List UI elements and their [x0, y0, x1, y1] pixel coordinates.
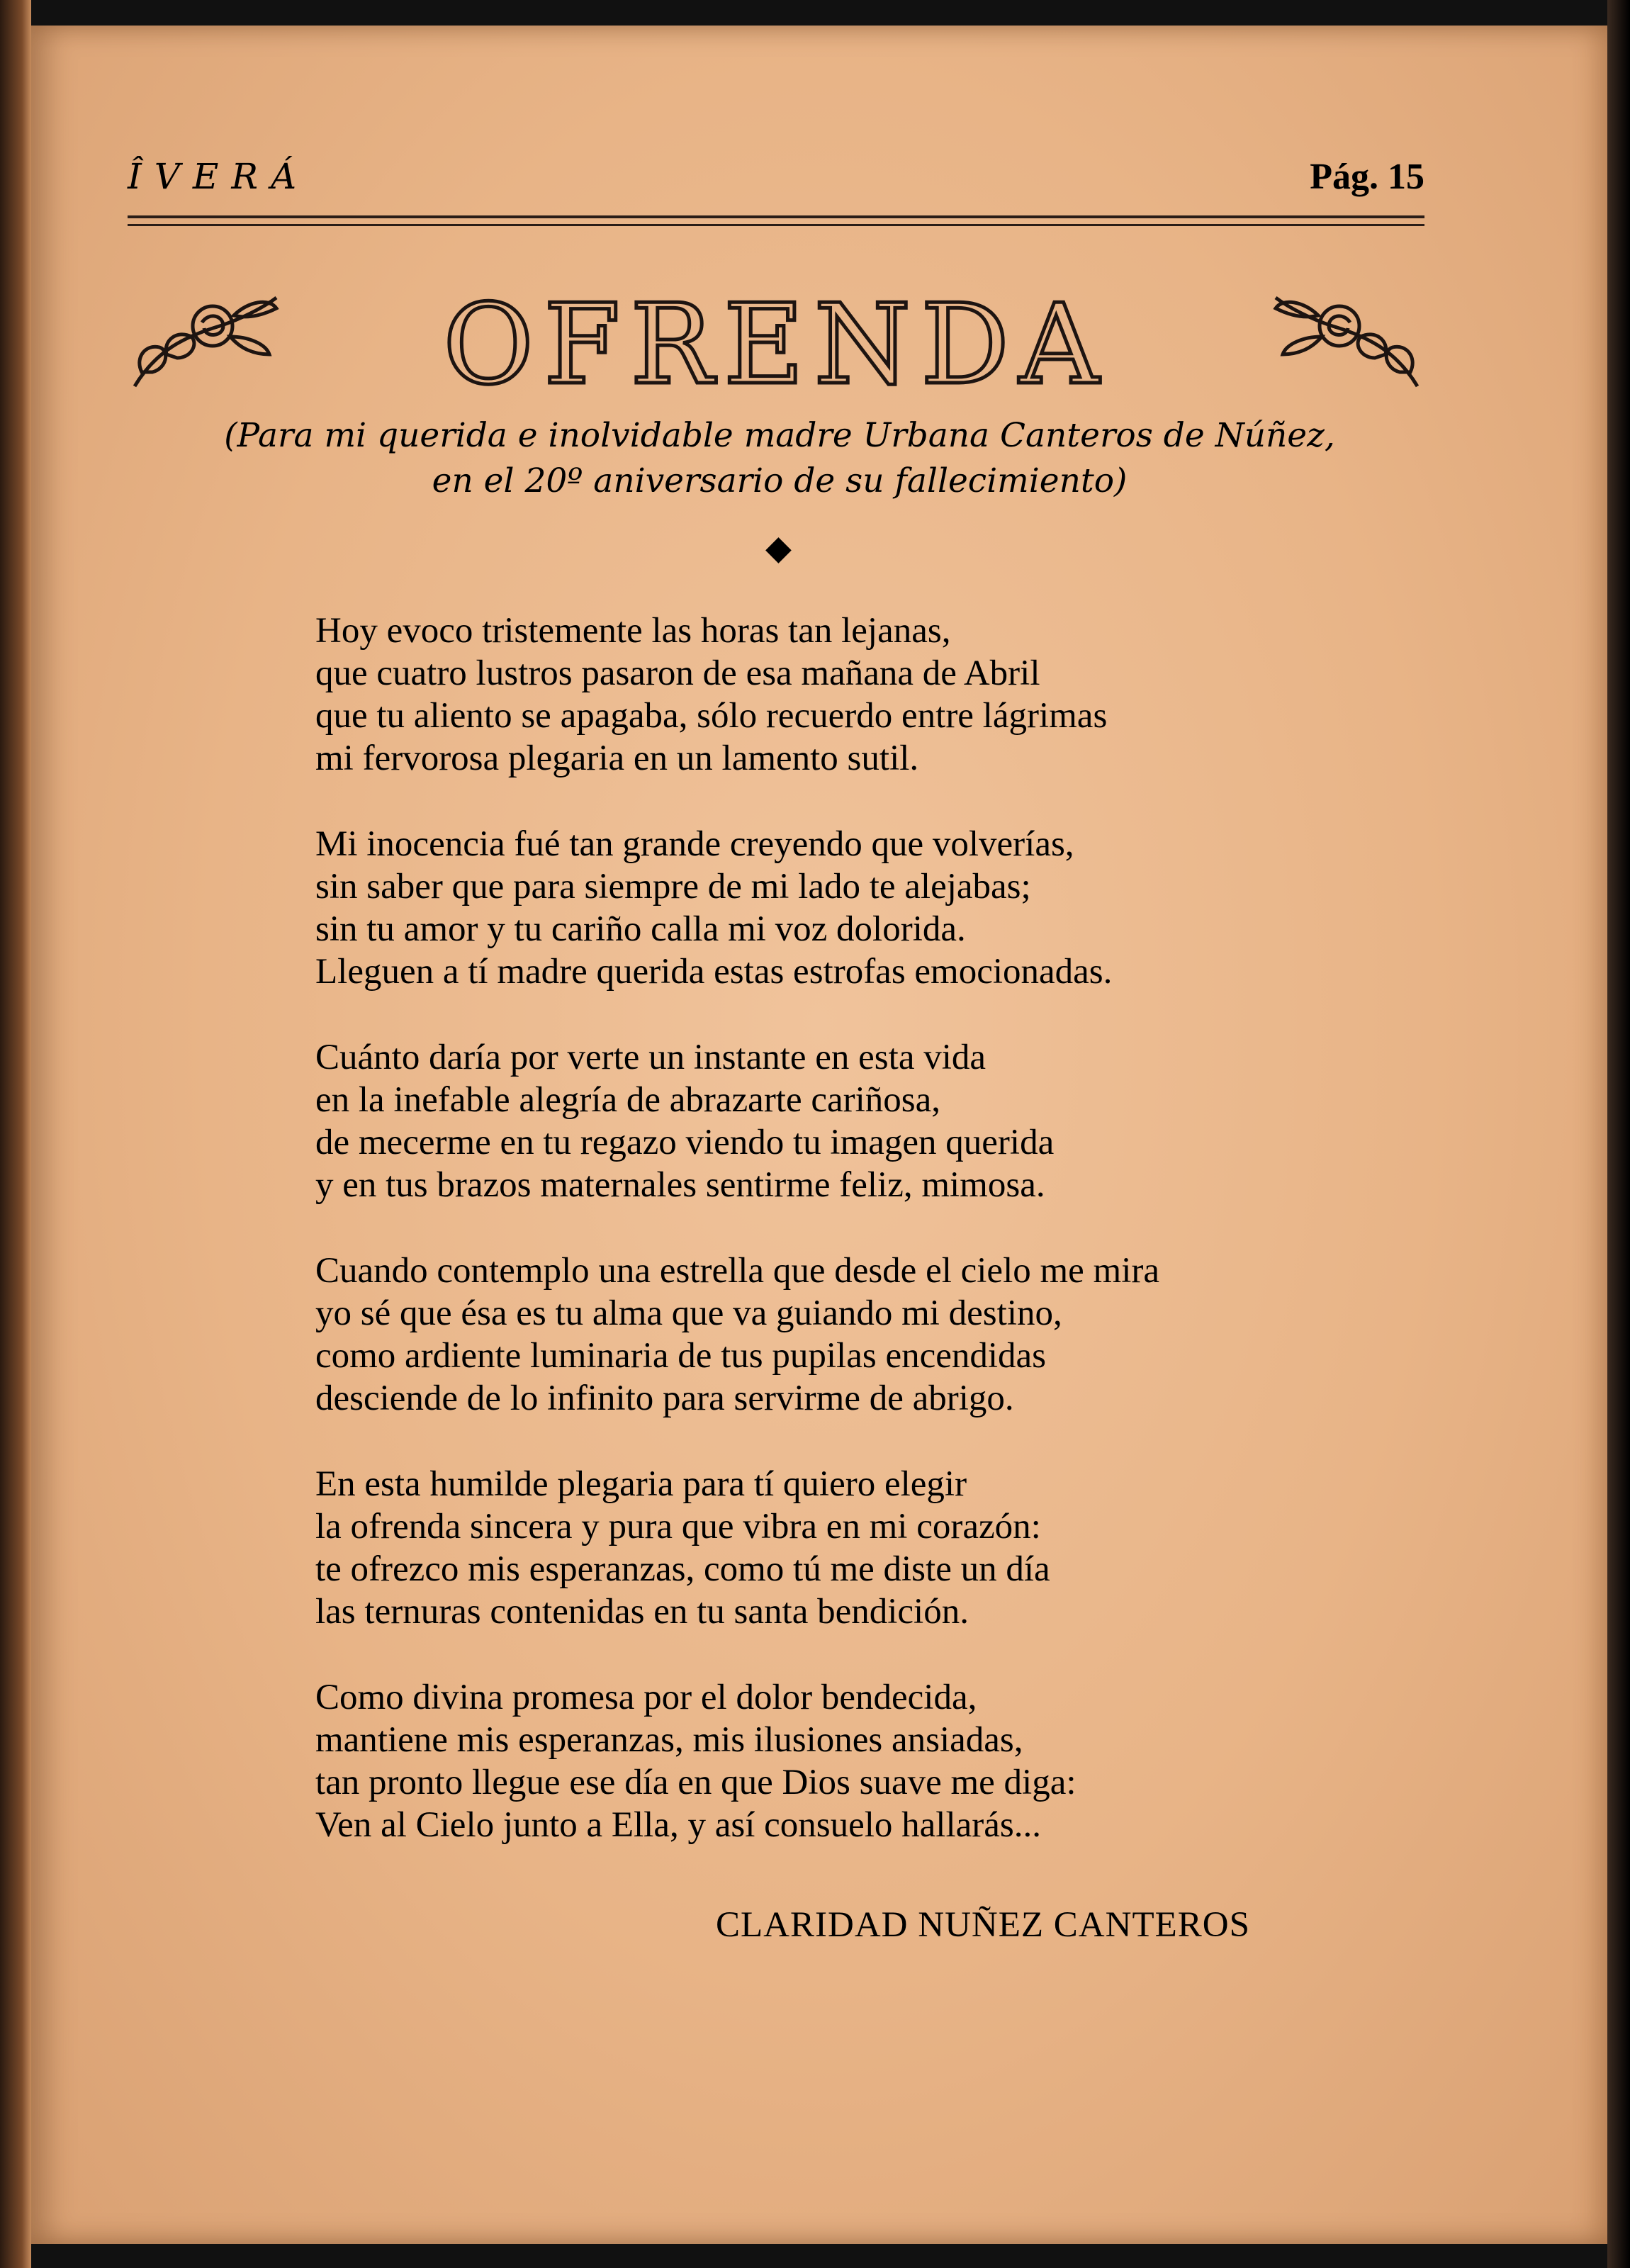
stanza-3 — [315, 1036, 1421, 1206]
magazine-name: ÎVERÁ — [128, 156, 310, 197]
book-edge-right — [1607, 0, 1630, 2268]
dedication-line-2: en el 20º aniversario de su fallecimiento) — [432, 461, 1128, 500]
poem-body — [315, 610, 1421, 1890]
poem-line: Como divina promesa por el dolor bendecida, — [315, 1678, 977, 1717]
poem-line: y en tus brazos maternales sentirme feliz, mimosa. — [315, 1165, 1045, 1205]
poem-line: desciende de lo infinito para servirme de abrigo. — [315, 1379, 1014, 1418]
poem-line: sin tu amor y tu cariño calla mi voz dolorida. — [315, 909, 966, 949]
poem-line: de mecerme en tu regazo viendo tu imagen querida — [315, 1123, 1055, 1162]
header-rule-top — [128, 215, 1424, 218]
poem-line: En esta humilde plegaria para tí quiero elegir — [315, 1464, 967, 1504]
poem-line: las ternuras contenidas en tu santa bendición. — [315, 1592, 969, 1632]
poem-line: tan pronto llegue ese día en que Dios suave me diga: — [315, 1763, 1077, 1802]
poem-line: Cuánto daría por verte un instante en esta vida — [315, 1038, 987, 1077]
separator-diamond-icon: ◆ — [765, 528, 792, 568]
poem-line: Ven al Cielo junto a Ella, y así consuelo hallarás... — [315, 1805, 1041, 1845]
book-spine-left — [0, 0, 31, 2268]
poem-line: sin saber que para siempre de mi lado te alejabas; — [315, 867, 1031, 906]
dedication-line-1: (Para mi querida e inolvidable madre Urbana Canteros de Núñez, — [224, 416, 1335, 455]
title-row — [128, 280, 1424, 408]
stanza-5 — [315, 1463, 1421, 1633]
poem-line: que tu aliento se apagaba, sólo recuerdo entre lágrimas — [315, 696, 1108, 736]
poem-line: Cuando contemplo una estrella que desde el cielo me mira — [315, 1251, 1160, 1291]
page-header — [128, 156, 1424, 206]
author-signature: CLARIDAD NUÑEZ CANTEROS — [716, 1905, 1250, 1945]
poem-line: Lleguen a tí madre querida estas estrofas emocionadas. — [315, 952, 1113, 992]
stanza-1 — [315, 610, 1421, 780]
poem-title: OFRENDA — [443, 280, 1109, 409]
stanza-4 — [315, 1250, 1421, 1420]
floral-ornament-right-icon — [1269, 287, 1424, 393]
poem-line: yo sé que ésa es tu alma que va guiando mi destino, — [315, 1293, 1062, 1333]
poem-line: Hoy evoco tristemente las horas tan lejanas, — [315, 611, 951, 651]
poem-line: que cuatro lustros pasaron de esa mañana de Abril — [315, 653, 1040, 693]
stanza-2 — [315, 823, 1421, 993]
poem-line: mantiene mis esperanzas, mis ilusiones ansiadas, — [315, 1720, 1023, 1760]
stanza-6 — [315, 1676, 1421, 1846]
poem-line: como ardiente luminaria de tus pupilas encendidas — [315, 1336, 1047, 1376]
poem-line: en la inefable alegría de abrazarte cariñosa, — [315, 1080, 941, 1120]
poem-line: Mi inocencia fué tan grande creyendo que volverías, — [315, 824, 1074, 864]
poem-line: la ofrenda sincera y pura que vibra en mi corazón: — [315, 1507, 1041, 1546]
page-number: Pág. 15 — [1310, 157, 1424, 197]
poem-line: te ofrezco mis esperanzas, como tú me diste un día — [315, 1549, 1050, 1589]
poem-line: mi fervorosa plegaria en un lamento sutil. — [315, 739, 919, 778]
header-rule-bottom — [128, 224, 1424, 226]
